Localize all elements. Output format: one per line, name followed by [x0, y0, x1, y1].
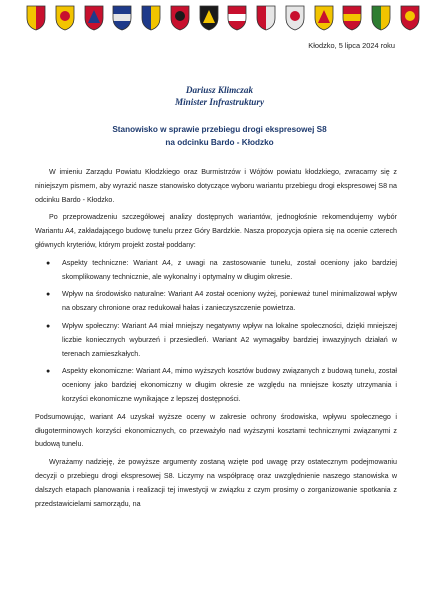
list-item: [35, 288, 397, 316]
crest-polanica-icon: [227, 5, 247, 31]
crest-ladek-icon: [170, 5, 190, 31]
criterion-environment: Wpływ na środowisko naturalne: Wariant A4 został oceniony wyżej, ponieważ tunel minimalizował wpływ na obszary chronione oraz redukował hałas i zanieczyszczenie powietrza.: [62, 290, 397, 313]
list-item: [35, 257, 397, 285]
addressee-block: [0, 84, 439, 108]
crest-bystrzyca-icon: [55, 5, 75, 31]
criterion-technical: Aspekty techniczne: Wariant A4, z uwagi na zastosowanie tunelu, został oceniony jako bardziej skomplikowany technicznie, ale wykonalny i optymalny w długim okresie.: [62, 258, 397, 281]
addressee-name: Dariusz Klimczak: [185, 85, 254, 95]
crest-kudowa-icon: [141, 5, 161, 31]
title-line-1: Stanowisko w sprawie przebiegu drogi ekspresowej S8: [112, 125, 327, 134]
crest-stronie-icon: [285, 5, 305, 31]
bullet-icon: ●: [46, 322, 51, 330]
criterion-economic: Aspekty ekonomiczne: Wariant A4, mimo wyższych kosztów budowy związanych z budową tunelu, został oceniony jako bardziej ekonomiczny w długim okresie ze względu na mniejsze koszty utrzymania i korzyści ekonomiczne wynikające z lepszej dostępności.: [62, 367, 397, 403]
crest-nowa-ruda-icon: [199, 5, 219, 31]
paragraph-recommendation: Po przeprowadzeniu szczegółowej analizy dostępnych wariantów, jednogłośnie rekomendujemy wybór Wariantu A4, zakładającego budowę tunelu przez Góry Bardzkie. Nasza propozycja opiera się na ocenie czterech głównych kryteriów, którym projekt został poddany:: [35, 213, 397, 249]
bullet-icon: ●: [46, 368, 51, 376]
crest-bardo-icon: [400, 5, 420, 31]
crest-radkow-icon: [256, 5, 276, 31]
paragraph-summary: Podsumowując, wariant A4 uzyskał wyższe oceny w zakresie ochrony środowiska, wpływu społecznego i długoterminowych korzyści ekonomicznych, co przeważyło nad wyższymi kosztami technicznymi związanymi z budową tunelu.: [35, 412, 397, 449]
crest-lewin-icon: [371, 5, 391, 31]
title-line-2: na odcinku Bardo - Kłodzko: [165, 137, 274, 147]
crest-klodzko-icon: [112, 5, 132, 31]
letter-date: Kłodzko, 5 lipca 2024 roku: [308, 41, 395, 50]
crest-miedzylesie-icon: [342, 5, 362, 31]
crest-duszniki-icon: [84, 5, 104, 31]
bullet-icon: ●: [46, 291, 51, 299]
coats-of-arms-strip: [26, 5, 420, 35]
criterion-social: Wpływ społeczny: Wariant A4 miał mniejszy negatywny wpływ na lokalne społeczności, dzięki mniejszej liczbie koniecznych wyburzeń i przesiedleń. Wariant A2 wymagałby bardziej inwazyjnych działań w terenach zamieszkałych.: [62, 321, 397, 358]
paragraph-intro: W imieniu Zarządu Powiatu Kłodzkiego oraz Burmistrzów i Wójtów powiatu kłodzkiego, zwracamy się z niniejszym pismem, aby wyrazić nasze stanowisko dotyczące wyboru wariantu przebiegu drogi ekspresowej S8 na odcinku Bardo - Kłodzko.: [35, 168, 397, 204]
crest-powiat-icon: [26, 5, 46, 31]
criteria-list: [35, 257, 397, 407]
paragraph-request: Wyrażamy nadzieję, że powyższe argumenty zostaną wzięte pod uwagę przy ostatecznym podejmowaniu decyzji o przebiegu drogi ekspresowej S8. Liczymy na współpracę oraz uwzględnienie naszego stanowiska w dalszych etapach planowania i realizacji tej inwestycji w związku z czym prosimy o zorganizowanie spotkania z przedstawicielami samorządu, na: [35, 458, 397, 508]
addressee-role: Minister Infrastruktury: [174, 97, 265, 107]
bullet-icon: ●: [46, 259, 51, 267]
crest-szczytna-icon: [314, 5, 334, 31]
list-item: [35, 320, 397, 361]
list-item: [35, 365, 397, 406]
letter-body: [35, 166, 397, 515]
letter-title: [0, 124, 439, 149]
